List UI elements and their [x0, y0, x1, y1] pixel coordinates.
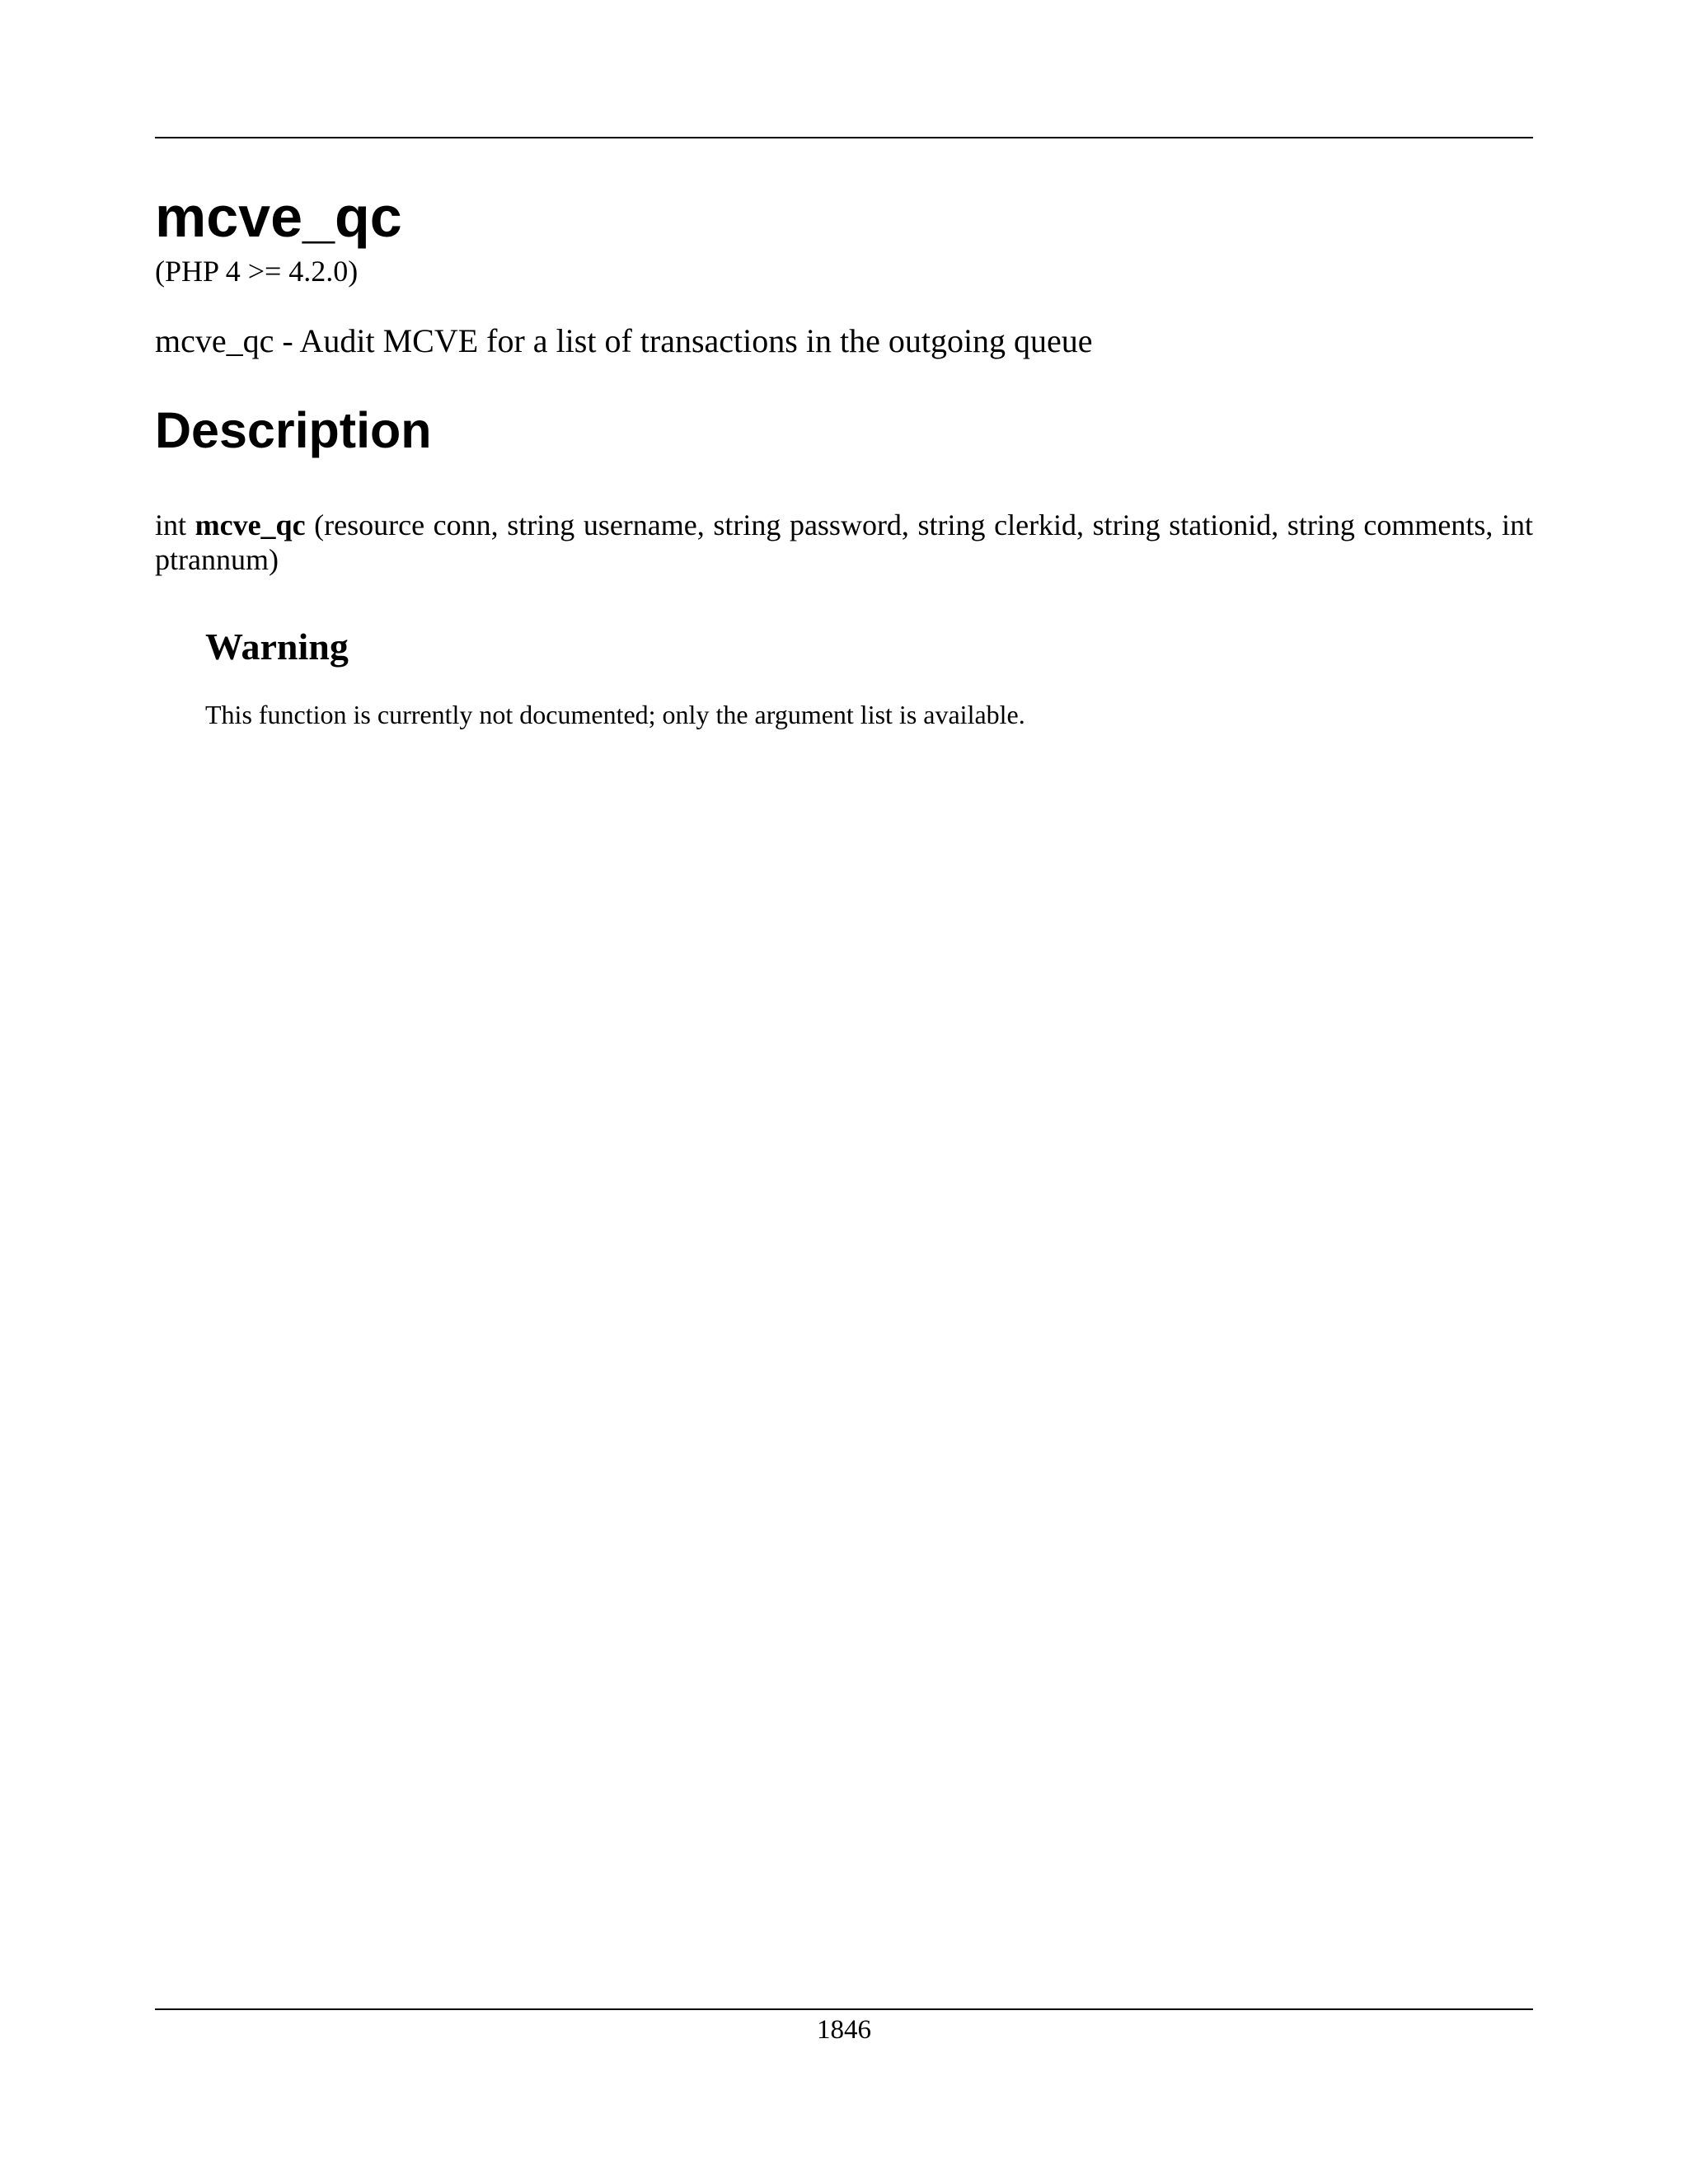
- top-rule: [155, 137, 1533, 138]
- page-number: 1846: [817, 2015, 871, 2045]
- return-type: int: [155, 509, 187, 541]
- parameter-list: (resource conn, string username, string password, string clerkid, string stationid, string comments, int ptrannum): [155, 509, 1533, 576]
- function-title: mcve_qc: [155, 185, 402, 249]
- function-purpose: mcve_qc - Audit MCVE for a list of transactions in the outgoing queue: [155, 322, 1093, 359]
- version-info: (PHP 4 >= 4.2.0): [155, 255, 359, 288]
- synopsis-function-name: mcve_qc: [195, 509, 306, 541]
- warning-text: This function is currently not documented; only the argument list is available.: [205, 700, 1025, 729]
- function-synopsis: [155, 508, 1533, 577]
- warning-heading: Warning: [205, 626, 349, 668]
- description-heading: Description: [155, 402, 432, 458]
